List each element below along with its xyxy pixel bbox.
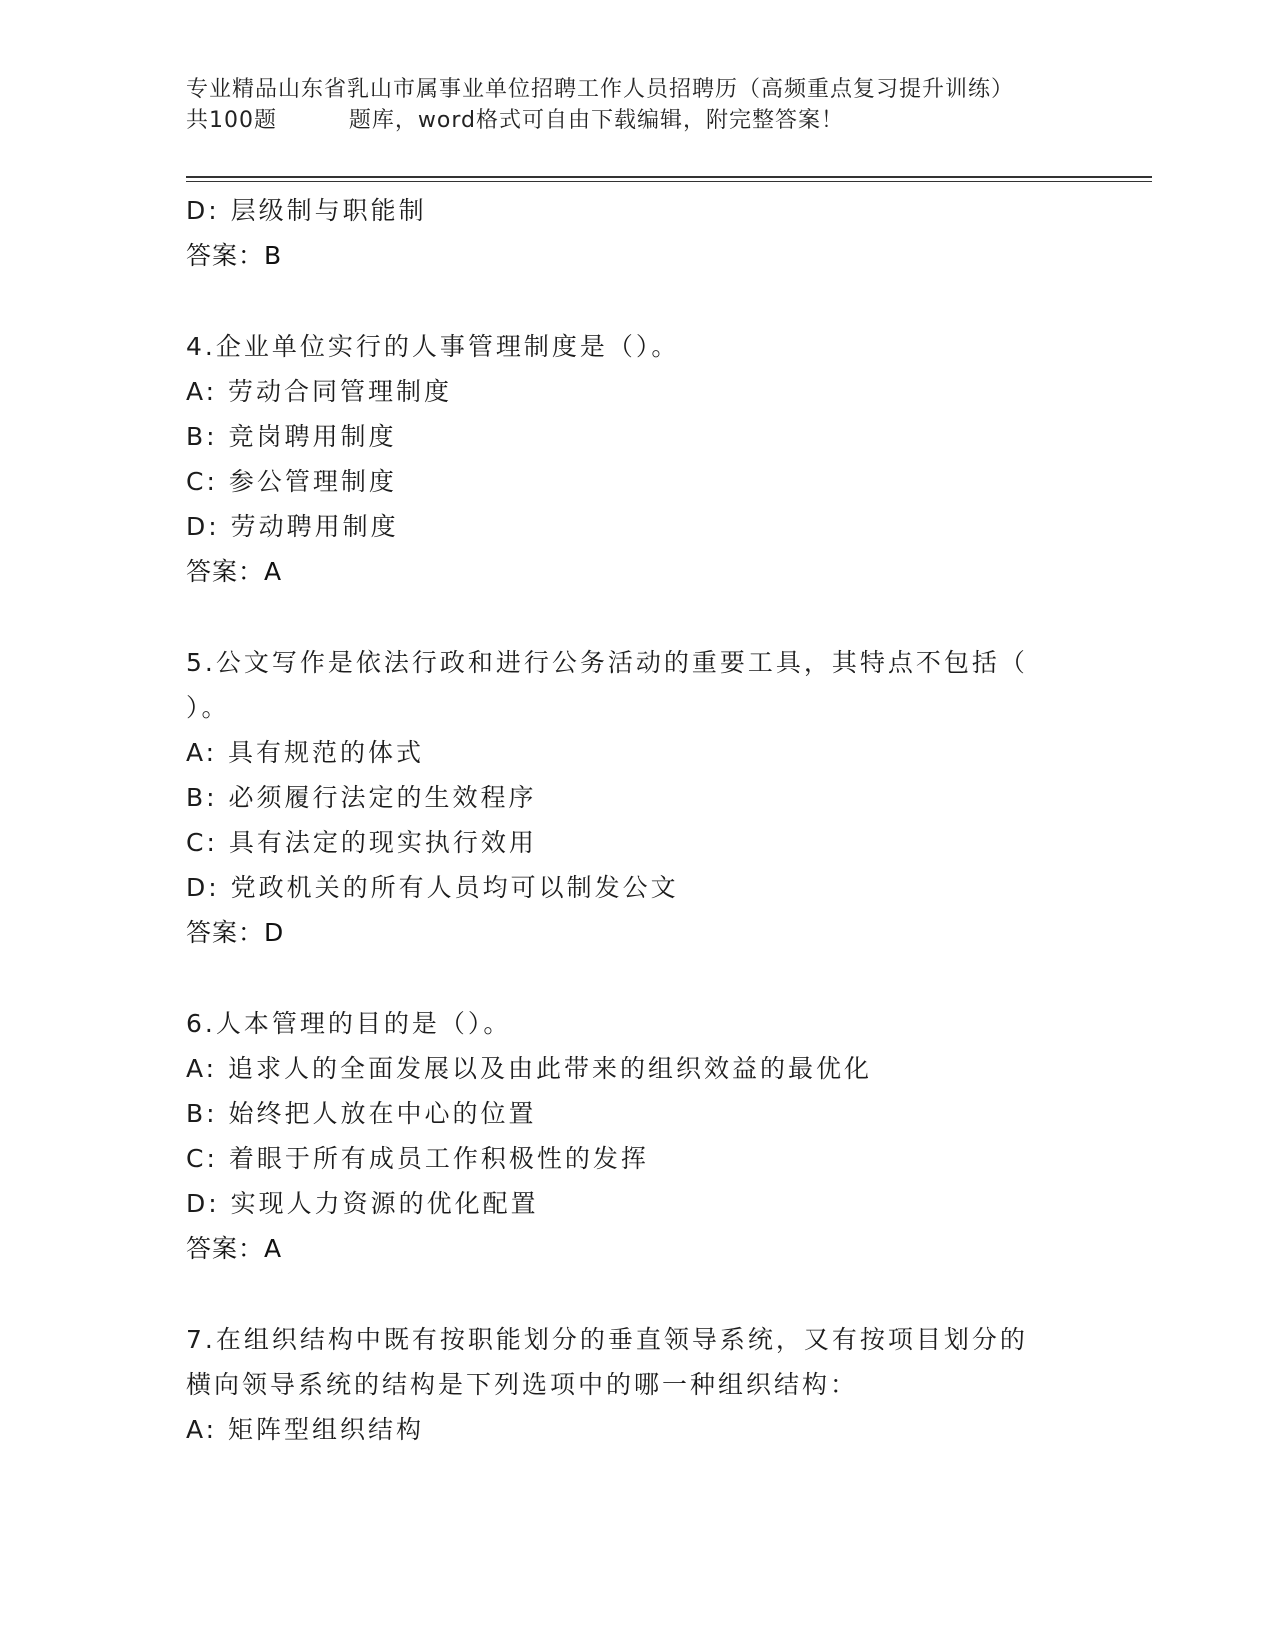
- answer: 答案：D: [186, 918, 285, 947]
- option-d: D: 实现人力资源的优化配置: [186, 1189, 539, 1218]
- answer: 答案：A: [186, 557, 283, 586]
- option-a: A: 矩阵型组织结构: [186, 1415, 425, 1444]
- option-d: D: 党政机关的所有人员均可以制发公文: [186, 873, 679, 902]
- document-body: [186, 188, 1086, 1452]
- option-b: B: 必须履行法定的生效程序: [186, 783, 537, 812]
- spacer: [186, 955, 1086, 1001]
- answer: 答案：A: [186, 1234, 283, 1263]
- page-header: [186, 74, 1106, 136]
- question-stem-line-1: 7.在组织结构中既有按职能划分的垂直领导系统，又有按项目划分的: [186, 1325, 1028, 1354]
- option-c: C: 着眼于所有成员工作积极性的发挥: [186, 1144, 649, 1173]
- header-subtitle-line: 共100题 题库，word格式可自由下载编辑，附完整答案！: [186, 108, 845, 133]
- spacer: [186, 1271, 1086, 1317]
- question-5: [186, 640, 1086, 955]
- option-a: A: 追求人的全面发展以及由此带来的组织效益的最优化: [186, 1054, 873, 1083]
- spacer: [186, 278, 1086, 324]
- option-a: A: 具有规范的体式: [186, 738, 425, 767]
- header-title-line: 专业精品山东省乳山市属事业单位招聘工作人员招聘历（高频重点复习提升训练）: [186, 77, 1015, 102]
- header-rule-thin: [186, 181, 1152, 182]
- question-stem: 6.人本管理的目的是（）。: [186, 1009, 512, 1038]
- question-stem-line-2: 横向领导系统的结构是下列选项中的哪一种组织结构：: [186, 1370, 859, 1399]
- option-b: B: 始终把人放在中心的位置: [186, 1099, 537, 1128]
- option-b: B: 竞岗聘用制度: [186, 422, 397, 451]
- option-d: D: 层级制与职能制: [186, 196, 427, 225]
- option-c: C: 参公管理制度: [186, 467, 397, 496]
- question-7: [186, 1317, 1086, 1452]
- option-d: D: 劳动聘用制度: [186, 512, 399, 541]
- question-stem: 4.企业单位实行的人事管理制度是（）。: [186, 332, 680, 361]
- question-6: [186, 1001, 1086, 1271]
- question-stem-line-1: 5.公文写作是依法行政和进行公务活动的重要工具，其特点不包括（: [186, 648, 1028, 677]
- question-4: [186, 324, 1086, 594]
- option-c: C: 具有法定的现实执行效用: [186, 828, 537, 857]
- spacer: [186, 594, 1086, 640]
- question-3-tail: [186, 188, 1086, 278]
- answer: 答案：B: [186, 241, 283, 270]
- option-a: A: 劳动合同管理制度: [186, 377, 453, 406]
- question-stem-line-2: ）。: [186, 693, 230, 722]
- header-rule-thick: [186, 176, 1152, 178]
